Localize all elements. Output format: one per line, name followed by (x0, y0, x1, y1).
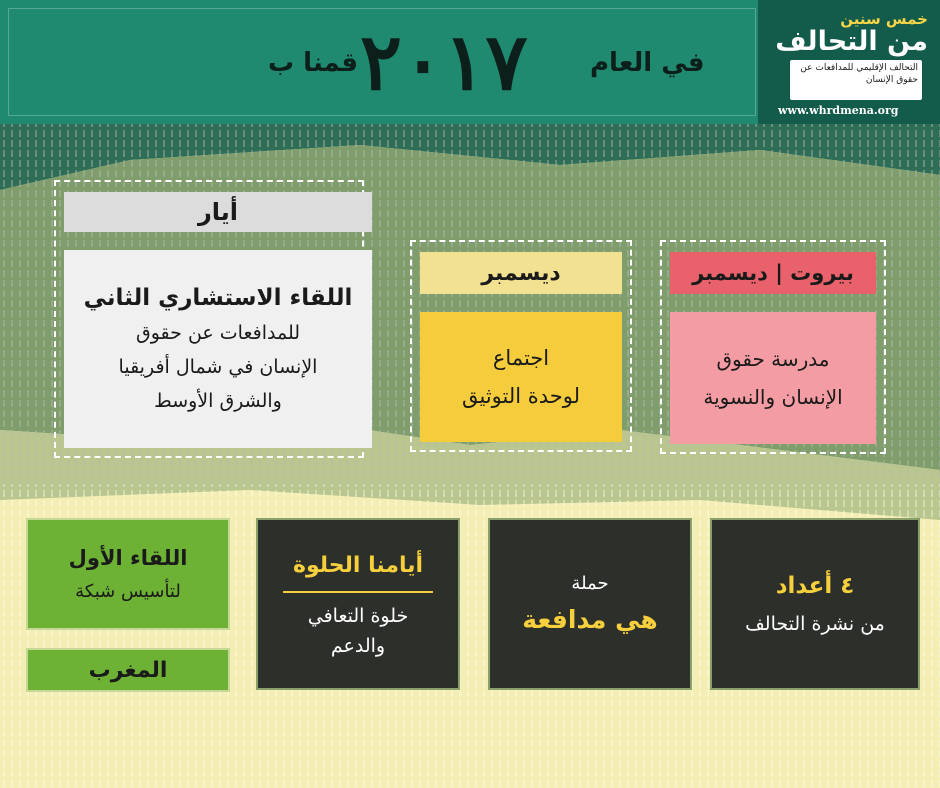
logo-card-line: التحالف الإقليمي للمدافعات عن (800, 63, 918, 73)
header-year: ٢٠١٧ (360, 17, 528, 108)
logo-card-line: حقوق الإنسان (865, 75, 918, 85)
newsletter-title: ٤ أعداد (775, 573, 855, 599)
event-body-line: للمدافعات عن حقوق (135, 322, 301, 344)
event-tag-beirut (670, 252, 876, 294)
newsletter-body: من نشرة التحالف (745, 613, 885, 635)
header-year-intro: في العام (590, 48, 705, 78)
event-card-december (420, 312, 622, 442)
retreat-body-line: خلوة التعافي (307, 605, 409, 627)
event-title: اللقاء الاستشاري الثاني (83, 285, 353, 311)
newsletter-box (710, 518, 920, 690)
organization-logo (790, 60, 922, 100)
event-body-line: مدرسة حقوق (716, 347, 830, 371)
retreat-body-line: والدعم (330, 635, 386, 657)
logo-tagline: خمس سنين (840, 10, 928, 28)
event-card-may (64, 250, 372, 448)
event-card-beirut (670, 312, 876, 444)
logo-panel (758, 0, 940, 124)
first-meeting-place-label: المغرب (88, 657, 168, 683)
first-meeting-place (26, 648, 230, 692)
event-tag-label: بيروت | ديسمبر (692, 261, 854, 285)
event-body-line: والشرق الأوسط (154, 390, 282, 412)
event-tag-december (420, 252, 622, 294)
first-meeting-title: اللقاء الأول (68, 546, 188, 570)
campaign-box (488, 518, 692, 690)
retreat-divider (283, 591, 433, 593)
event-tag-label: ديسمبر (481, 260, 561, 286)
retreat-box (256, 518, 460, 690)
event-body-line: اجتماع (492, 346, 550, 370)
first-meeting-box (26, 518, 230, 630)
event-body-line: لوحدة التوثيق (461, 384, 581, 408)
event-tag-may (64, 192, 372, 232)
campaign-title: هي مدافعة (522, 605, 658, 634)
logo-title: من التحالف (775, 26, 928, 57)
website-link[interactable]: www.whrdmena.org (778, 104, 899, 117)
retreat-title: أيامنا الحلوة (293, 553, 424, 578)
event-body-line: الإنسان في شمال أفريقيا (118, 356, 318, 378)
event-tag-label: أيار (197, 198, 239, 226)
header-outro: قمنا ب (268, 48, 359, 78)
event-body-line: الإنسان والنسوية (703, 385, 843, 409)
first-meeting-body: لتأسيس شبكة (75, 581, 181, 602)
campaign-label: حملة (571, 573, 609, 594)
